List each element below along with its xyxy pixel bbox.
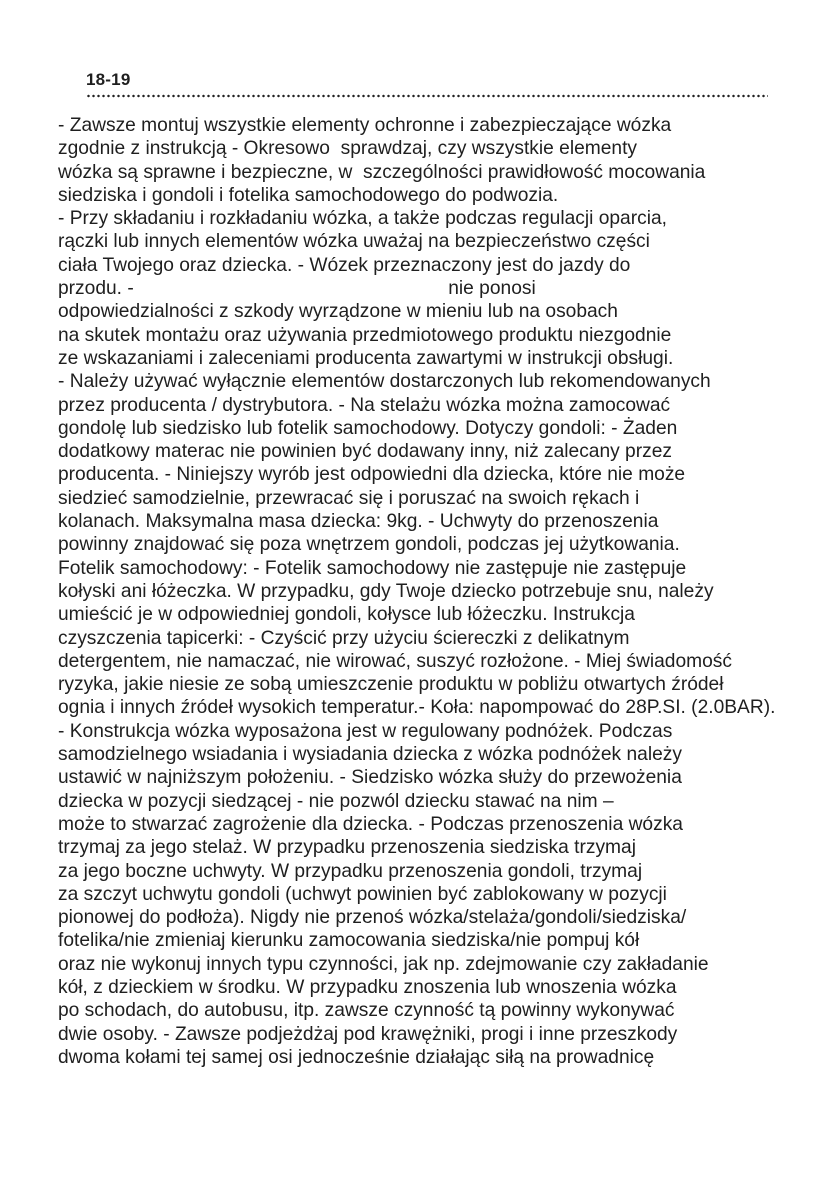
text-line: zgodnie z instrukcją - Okresowo sprawdzaj, czy wszystkie elementy xyxy=(58,138,638,160)
text-line: za szczyt uchwytu gondoli (uchwyt powinien być zablokowany w pozycji xyxy=(58,883,667,905)
text-line: rączki lub innych elementów wózka uważaj na bezpieczeństwo części xyxy=(58,231,650,253)
text-line: dziecka w pozycji siedzącej - nie pozwól dziecku stawać na nim – xyxy=(58,790,614,812)
text-line: detergentem, nie namaczać, nie wirować, suszyć rozłożone. - Miej świadomość xyxy=(58,650,732,672)
text-line: dwie osoby. - Zawsze podjeżdżaj pod krawężniki, progi i inne przeszkody xyxy=(58,1023,678,1045)
body-text xyxy=(58,114,838,1069)
text-line: ciała Twojego oraz dziecka. - Wózek przeznaczony jest do jazdy do xyxy=(58,254,631,276)
text-line: siedzieć samodzielnie, przewracać się i poruszać na swoich rękach i xyxy=(58,487,640,509)
text-line: czyszczenia tapicerki: - Czyścić przy użyciu ściereczki z delikatnym xyxy=(58,627,630,649)
text-line: może to stwarzać zagrożenie dla dziecka. - Podczas przenoszenia wózka xyxy=(58,813,683,835)
text-line: umieścić je w odpowiedniej gondoli, kołysce lub łóżeczku. Instrukcja xyxy=(58,604,635,626)
text-line: - Zawsze montuj wszystkie elementy ochronne i zabezpieczające wózka xyxy=(58,115,672,136)
text-line: ryzyka, jakie niesie ze sobą umieszczenie produktu w pobliżu otwartych źródeł xyxy=(58,674,724,696)
text-line: ze wskazaniami i zaleceniami producenta zawartymi w instrukcji obsługi. xyxy=(58,347,674,369)
text-line: przodu. - nie ponosi xyxy=(58,278,536,300)
text-line: ustawić w najniższym położeniu. - Siedzisko wózka służy do przewożenia xyxy=(58,767,682,789)
text-line: kolanach. Maksymalna masa dziecka: 9kg. - Uchwyty do przenoszenia xyxy=(58,511,659,533)
text-line: oraz nie wykonuj innych typu czynności, jak np. zdejmowanie czy zakładanie xyxy=(58,953,709,975)
dotted-divider xyxy=(86,93,768,99)
text-line: powinny znajdować się poza wnętrzem gondoli, podczas jej użytkowania. xyxy=(58,534,680,556)
text-line: kół, z dzieckiem w środku. W przypadku znoszenia lub wnoszenia wózka xyxy=(58,976,677,998)
text-line: - Przy składaniu i rozkładaniu wózka, a także podczas regulacji oparcia, xyxy=(58,208,667,230)
text-line: - Należy używać wyłącznie elementów dostarczonych lub rekomendowanych xyxy=(58,371,711,393)
text-line: siedziska i gondoli i fotelika samochodowego do podwozia. xyxy=(58,184,559,206)
text-line: na skutek montażu oraz używania przedmiotowego produktu niezgodnie xyxy=(58,324,672,346)
text-line: po schodach, do autobusu, itp. zawsze czynność tą powinny wykonywać xyxy=(58,1000,675,1022)
text-line: gondolę lub siedzisko lub fotelik samochodowy. Dotyczy gondoli: - Żaden xyxy=(58,417,678,439)
text-line: przez producenta / dystrybutora. - Na stelażu wózka można zamocować xyxy=(58,394,671,416)
text-line: wózka są sprawne i bezpieczne, w szczególności prawidłowość mocowania xyxy=(58,161,706,183)
text-line: - Konstrukcja wózka wyposażona jest w regulowany podnóżek. Podczas xyxy=(58,720,673,742)
text-line: Fotelik samochodowy: - Fotelik samochodowy nie zastępuje nie zastępuje xyxy=(58,557,687,579)
text-line: dodatkowy materac nie powinien być dodawany inny, niż zalecany przez xyxy=(58,441,672,463)
text-line: odpowiedzialności z szkody wyrządzone w mieniu lub na osobach xyxy=(58,301,618,323)
page-number: 18-19 xyxy=(86,70,131,89)
text-line: za jego boczne uchwyty. W przypadku przenoszenia gondoli, trzymaj xyxy=(58,860,643,882)
text-line: trzymaj za jego stelaż. W przypadku przenoszenia siedziska trzymaj xyxy=(58,837,636,859)
text-line: ognia i innych źródeł wysokich temperatur.- Koła: napompować do 28P.SI. (2.0BAR). xyxy=(58,697,776,719)
text-line: pionowej do podłoża). Nigdy nie przenoś wózka/stelaża/gondoli/siedziska/ xyxy=(58,907,687,929)
text-line: kołyski ani łóżeczka. W przypadku, gdy Twoje dziecko potrzebuje snu, należy xyxy=(58,580,714,602)
text-line: fotelika/nie zmieniaj kierunku zamocowania siedziska/nie pompuj kół xyxy=(58,930,640,952)
text-line: dwoma kołami tej samej osi jednocześnie działając siłą na prowadnicę xyxy=(58,1046,655,1068)
text-line: samodzielnego wsiadania i wysiadania dziecka z wózka podnóżek należy xyxy=(58,744,682,766)
text-line: producenta. - Niniejszy wyrób jest odpowiedni dla dziecka, które nie może xyxy=(58,464,686,486)
